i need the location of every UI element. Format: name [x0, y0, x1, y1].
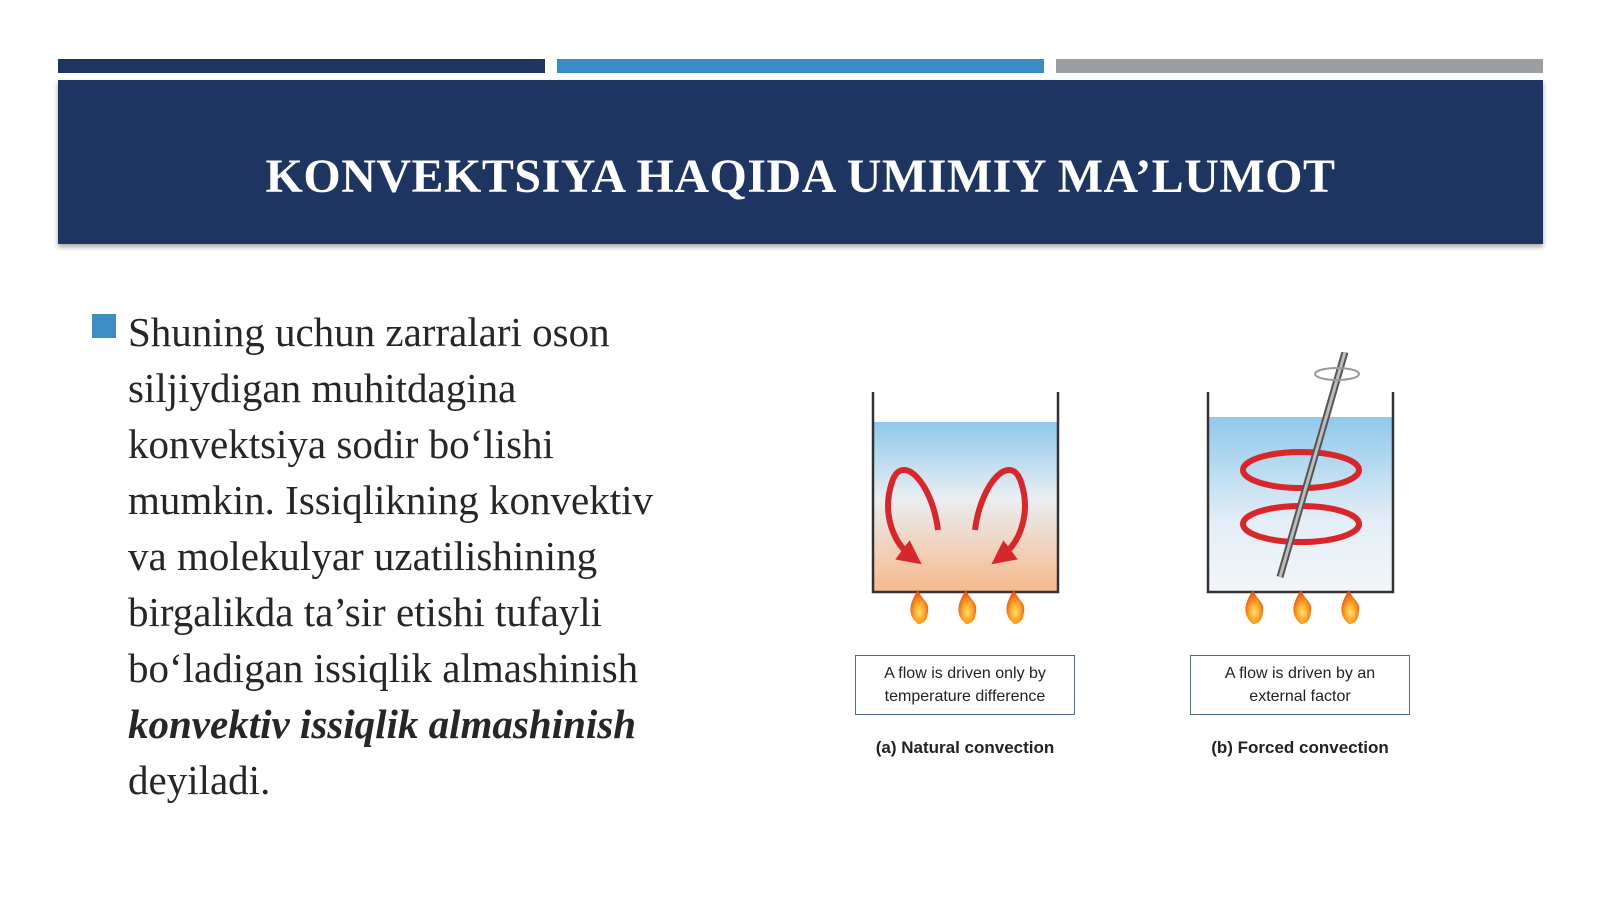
natural-caption-box	[855, 655, 1075, 715]
body-emphasis: konvektiv issiqlik almashinish	[128, 701, 637, 747]
natural-convection-label: (a) Natural convection	[875, 738, 1055, 757]
slide-title: KONVEKTSIYA HAQIDA UMIMIY MA’LUMOT	[265, 149, 1336, 203]
body-paragraph	[128, 304, 758, 808]
accent-bar-blue	[557, 59, 1044, 73]
body-line: deyiladi.	[128, 757, 271, 803]
caption-line: external factor	[1249, 688, 1351, 705]
convection-figure	[840, 352, 1440, 772]
flame-icon	[1245, 590, 1359, 624]
title-band	[58, 80, 1543, 244]
forced-caption-box	[1190, 655, 1410, 715]
forced-convection-container	[1208, 352, 1393, 624]
body-line: bo‘ladigan issiqlik almashinish	[128, 645, 639, 691]
body-line: siljiydigan muhitdagina	[128, 365, 517, 411]
bullet-square-icon	[92, 314, 116, 338]
accent-bar-navy	[58, 59, 545, 73]
body-line: mumkin. Issiqlikning konvektiv	[128, 477, 654, 523]
forced-convection-label: (b) Forced convection	[1211, 738, 1389, 757]
accent-bar-gray	[1056, 59, 1543, 73]
caption-line: temperature difference	[884, 688, 1046, 705]
body-line: va molekulyar uzatilishining	[128, 533, 598, 579]
natural-convection-container	[873, 392, 1058, 624]
body-line: birgalikda ta’sir etishi tufayli	[128, 589, 603, 635]
caption-line: A flow is driven only by	[884, 665, 1046, 682]
body-line: Shuning uchun zarralari oson	[128, 309, 610, 355]
body-line: konvektsiya sodir bo‘lishi	[128, 421, 554, 467]
flame-icon	[910, 590, 1024, 624]
convection-diagram	[840, 352, 1440, 652]
caption-line: A flow is driven by an	[1224, 665, 1376, 682]
